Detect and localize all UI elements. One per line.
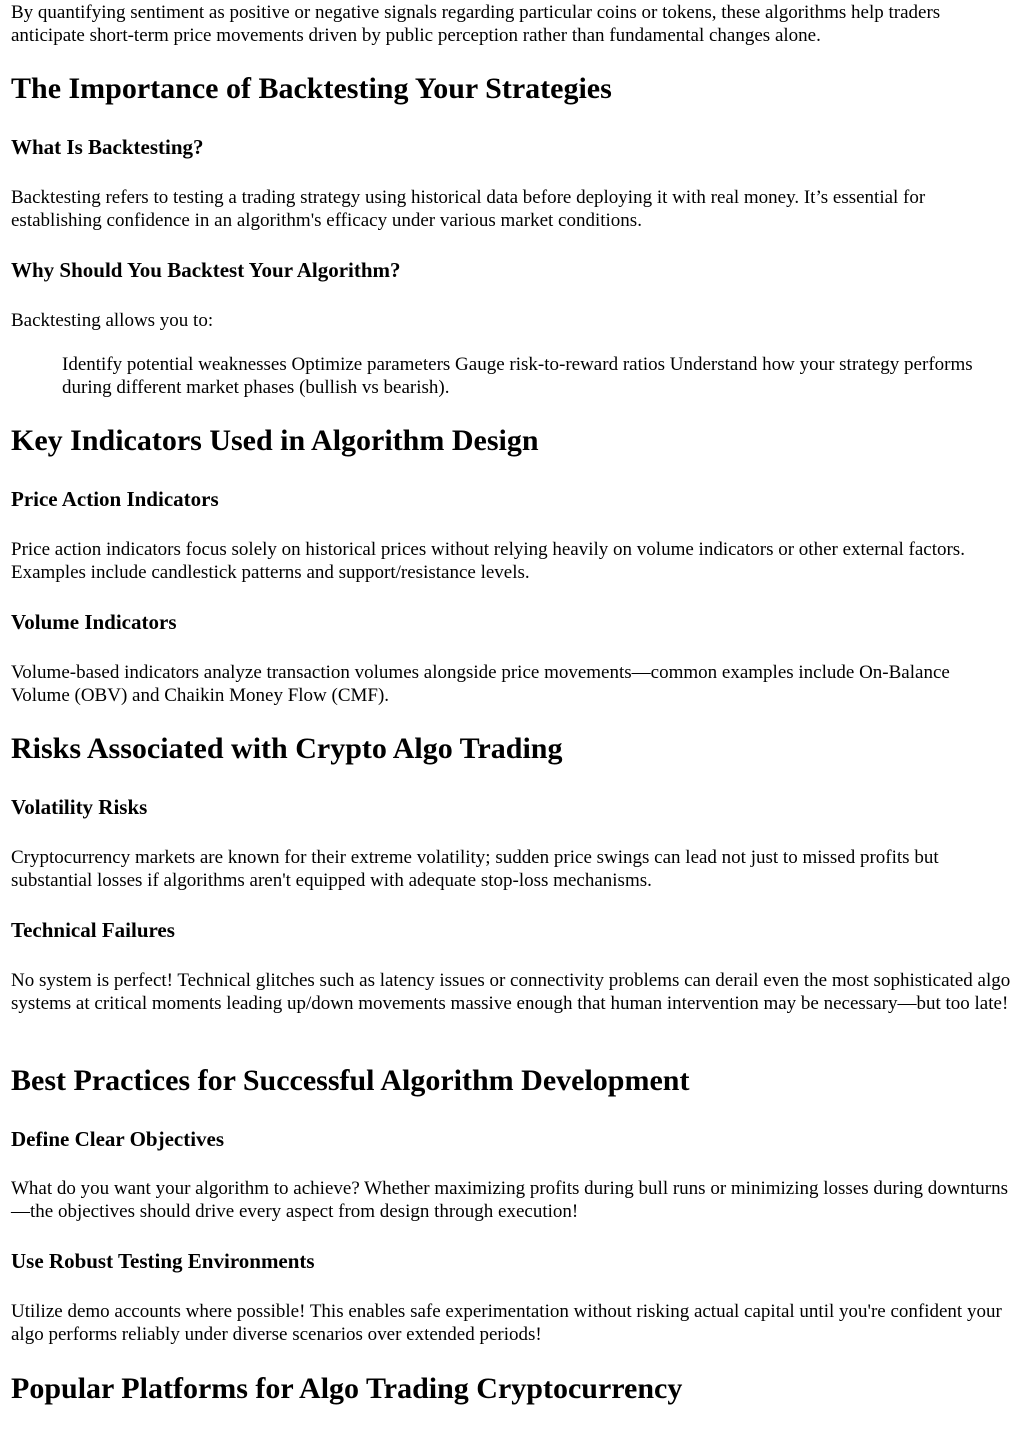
- subheading-technical-failures: Technical Failures: [11, 918, 175, 942]
- paragraph-volatility-risks: Cryptocurrency markets are known for their extreme volatility; sudden price swings can lead not just to missed profits but substantial losses if algorithms aren't equipped with adequate stop-loss mechanisms.: [11, 847, 939, 891]
- subheading-volatility-risks: Volatility Risks: [11, 795, 148, 819]
- subheading-what-is-backtesting: What Is Backtesting?: [11, 135, 204, 159]
- section-heading-best-practices: Best Practices for Successful Algorithm Development: [11, 1064, 690, 1097]
- paragraph-volume-indicators: Volume-based indicators analyze transaction volumes alongside price movements—common examples include On-Balance Volume (OBV) and Chaikin Money Flow (CMF).: [11, 662, 950, 706]
- subheading-testing-environments: Use Robust Testing Environments: [11, 1249, 315, 1273]
- paragraph-why-backtest: Backtesting allows you to:: [11, 310, 214, 331]
- section-heading-risks: Risks Associated with Crypto Algo Trading: [11, 732, 563, 765]
- paragraph-testing-environments: Utilize demo accounts where possible! This enables safe experimentation without risking actual capital until you're confident your algo performs reliably under diverse scenarios over extended periods!: [11, 1301, 1002, 1345]
- paragraph-what-is-backtesting: Backtesting refers to testing a trading strategy using historical data before deploying it with real money. It’s essential for establishing confidence in an algorithm's efficacy under various market conditions.: [11, 187, 926, 231]
- subheading-volume-indicators: Volume Indicators: [11, 610, 177, 634]
- paragraph-technical-failures: No system is perfect! Technical glitches such as latency issues or connectivity problems can derail even the most sophisticated algo systems at critical moments leading up/down movements massive enough that human intervention may be necessary—but too late!: [11, 970, 1011, 1014]
- intro-paragraph: By quantifying sentiment as positive or negative signals regarding particular coins or tokens, these algorithms help traders anticipate short-term price movements driven by public perception rather than fundamental changes alone.: [11, 2, 941, 46]
- section-heading-backtesting: The Importance of Backtesting Your Strategies: [11, 72, 612, 105]
- backtest-benefits-quote: Identify potential weaknesses Optimize parameters Gauge risk-to-reward ratios Understand how your strategy performs during different market phases (bullish vs bearish).: [62, 354, 973, 398]
- subheading-price-action: Price Action Indicators: [11, 487, 219, 511]
- section-heading-indicators: Key Indicators Used in Algorithm Design: [11, 424, 539, 457]
- subheading-why-backtest: Why Should You Backtest Your Algorithm?: [11, 258, 401, 282]
- subheading-define-objectives: Define Clear Objectives: [11, 1127, 225, 1151]
- paragraph-define-objectives: What do you want your algorithm to achieve? Whether maximizing profits during bull runs or minimizing losses during downturns—the objectives should drive every aspect from design through execution!: [11, 1178, 1008, 1222]
- section-heading-platforms: Popular Platforms for Algo Trading Cryptocurrency: [11, 1372, 683, 1405]
- paragraph-price-action: Price action indicators focus solely on historical prices without relying heavily on volume indicators or other external factors. Examples include candlestick patterns and support/resistance levels.: [11, 539, 965, 583]
